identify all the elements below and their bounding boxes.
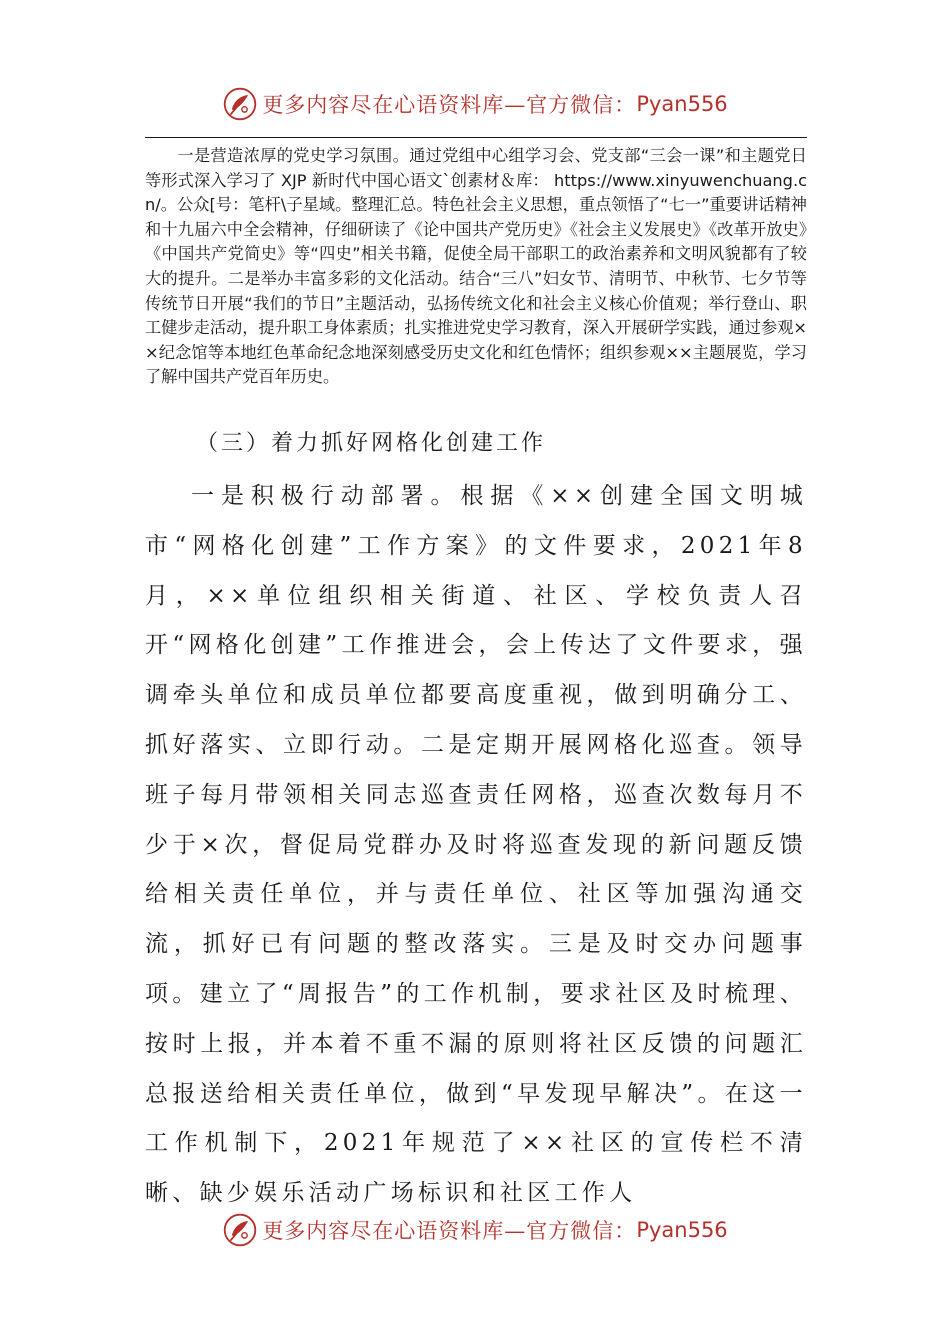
header-watermark-id: Pyan556 — [636, 92, 728, 116]
body-paragraph-2: 一是积极行动部署。根据《××创建全国文明城市“网格化创建”工作方案》的文件要求，2021年8月，××单位组织相关街道、社区、学校负责人召开“网格化创建”工作推进会，会上传达了文件要求，强调牵头单位和成员单位都要高度重视，做到明确分工、抓好落实、立即行动。二是定期开展网格化巡查。领导班子每月带领相关同志巡查责任网格，巡查次数每月不少于×次，督促局党群办及时将巡查发现的新问题反馈给相关责任单位，并与责任单位、社区等加强沟通交流，抓好已有问题的整改落实。三是及时交办问题事项。建立了“周报告”的工作机制，要求社区及时梳理、按时上报，并本着不重不漏的原则将社区反馈的问题汇总报送给相关责任单位，做到“早发现早解决”。在这一工作机制下，2021年规范了××社区的宣传栏不清晰、缺少娱乐活动广场标识和社区工作人 — [145, 483, 807, 1207]
footer-watermark-id: Pyan556 — [636, 1218, 728, 1242]
body-paragraph-1: 一是营造浓厚的党史学习氛围。通过党组中心组学习会、党支部“三会一课”和主题党日等形式深入学习了 XJP 新时代中国心语文`创素材＆库： https://www.xinyuwenchuang.cn/。公众[号：笔杆\子星域。整理汇总。特色社会主义思想，重点领悟了“七一”重要讲话精神和十九届六中全会精神，仔细研读了《论中国共产党历史》《社会主义发展史》《改革开放史》《中国共产党简史》等“四史”相关书籍，促使全局干部职工的政治素养和文明风貌都有了较大的提升。二是举办丰富多彩的文化活动。结合“三八”妇女节、清明节、中秋节、七夕节等传统节日开展“我们的节日”主题活动，弘扬传统文化和社会主义核心价值观；举行登山、职工健步走活动，提升职工身体素质；扎实推进党史学习教育，深入开展研学实践，通过参观××纪念馆等本地红色革命纪念地深刻感受历史文化和红色情怀；组织参观××主题展览，学习了解中国共产党百年历史。 — [145, 146, 807, 387]
footer-watermark — [0, 1208, 950, 1252]
footer-watermark-text: 更多内容尽在心语资料库—官方微信： — [262, 1219, 637, 1243]
logo-icon — [222, 1212, 258, 1248]
logo-icon — [222, 86, 258, 122]
header-divider — [145, 137, 807, 138]
section-heading: （三）着力抓好网格化创建工作 — [196, 431, 547, 456]
header-watermark-text: 更多内容尽在心语资料库—官方微信： — [262, 93, 637, 117]
header-watermark — [0, 82, 950, 126]
